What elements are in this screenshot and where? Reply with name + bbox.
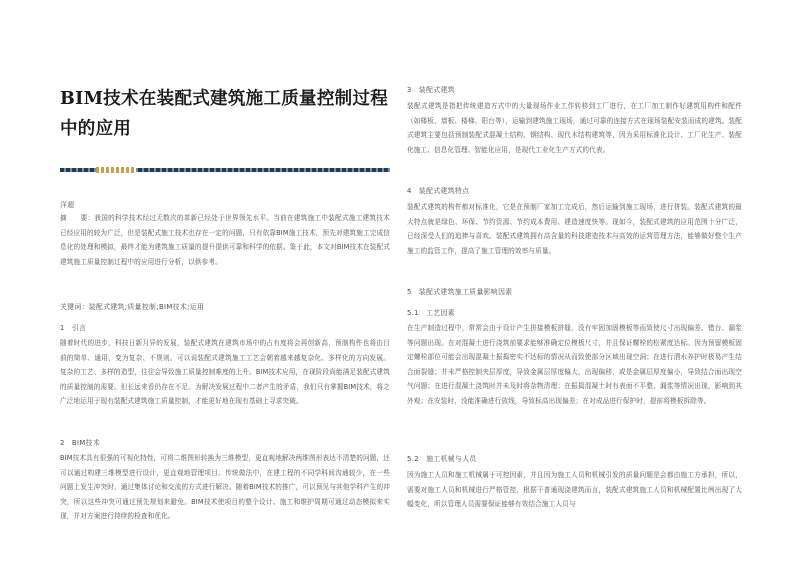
abstract bbox=[60, 211, 390, 269]
section-1-text: 随着时代的进步，科技日新月异的发展，装配式建筑在建筑市场中的占有度将会再创新高，预制构件也将由目前的简单、通用，变为复杂、不规则。可以说装配式建筑施工工艺会朝着越来越复杂化、多样化的方向发展。复杂的工艺、多样的造型，往往会导致施工质量控制难度的上升。BIM技术应用，在现阶段尚能满足装配式建筑的质量控制的需要。但长远来看仍存在不足。为解决发展过程中二者产生的矛盾，我们只有掌握BIM技术，将之广泛地运用于现有装配式建筑施工质量控制，才能更好地在现有基础上寻求突破。 bbox=[60, 339, 390, 406]
section-5-heading: 5 装配式建筑施工质量影响因素 bbox=[407, 288, 513, 296]
section-5-2-text: 因为施工人员和施工机械属于可控因素，并且因为施工人员和机械引发的质量问题是会都由施工方承担，所以，需要对施工人员和机械进行严格管控，根据干普通现浇建筑而言，装配式建筑施工人员和机械配置比例出现了大幅变化，所以管理人员需要保证能够有效结合施工人员与 bbox=[407, 471, 742, 509]
abstract-label: 摘 要： bbox=[60, 214, 95, 222]
section-1-heading: 1 引言 bbox=[60, 324, 87, 332]
section-4-heading: 4 装配式建筑特点 bbox=[407, 187, 470, 195]
section-3-heading: 3 装配式建筑 bbox=[407, 86, 455, 94]
section-5-2-heading: 5.2 施工机械与人员 bbox=[407, 455, 477, 463]
section-2-heading: 2 BIM技术 bbox=[60, 439, 101, 447]
section-5-1-heading: 5.1 工艺因素 bbox=[407, 309, 455, 317]
section-4-text: 装配式建筑的构件都对标准化，它是在预制厂家加工完成后，然后运输到施工现场，进行拼装。装配式建筑的最大特点就是绿色、环保、节约资源、节约成本费用、建造速度快等。现如今，装配式建筑的应用范围十分广泛，已经深受人们的追捧与喜欢。装配式建筑拥有高含量的科技建造技术与高效的运营管理方法，能够做好整个生产施工的监管工作，提高了施工管理的效率与质量。 bbox=[407, 203, 742, 255]
abstract-text: 我国的科学技术经过无数次的革新已经处于世界领先水平。当前在建筑施工中装配式施工建筑技术已经应用的较为广泛，但是装配式施工技术也存在一定的问题，只有依靠BIM施工技术，预先对建筑施工完成信息化的处理和模拟，最终才能为建筑施工质量的提升提供可靠和科学的依据。鉴于此，本文对BIM技术在装配式建筑施工质量控制过程中的应用进行分析，以供参考。 bbox=[60, 214, 390, 266]
title-divider-accent bbox=[96, 167, 136, 173]
paper-title: BIM技术在装配式建筑施工质量控制过程中的应用 bbox=[60, 89, 389, 139]
section-5-1-text: 在生产制造过程中，常常会由于设计产生拼接模板拼缝、没有牢固加固模板等而致使尺寸出现偏差、错台、漏浆等问题出现。在对混凝土进行浇筑前要求能够准确定位模板尺寸，并且保证螺栓的松紧度达标。因为预留模板固定螺栓部位可能会出现混凝土振捣密实不达标的情况从而致使部分区域出现空洞；在进行洒水养护时极易产生结合面裂缝；并未严格控制夹层厚度，导致金属层厚度偏大，出现偏移，或是金属层厚度偏小，导致结合面出现空气问题；在进行混凝土浇筑时并未及时将杂物清理；在振捣混凝土时有表面不平整、漏浆等情况出现，影响到其外观；在安装时，没能准确进行放线，导致标高出现偏差；在对成品进行保护时，提前将模板拆除等。 bbox=[407, 324, 742, 405]
section-2-text: BIM技术具有很强的可视化特性，可将二维图形转换为三维模型，更直观地解决两维图形表达不清楚的问题，还可以通过构建三维模型进行设计，更直观地管理项目。传统做法中，在建工程的不同学科间沟通较少，在一些问题上发生冲突时，通过集体讨论和交流的方式进行解决。随着BIM技术的推广，可以预见与其他学科产生的冲突，所以这些冲突可通过预先规划来避免。BIM技术使项目的整个设计、施工和维护周期可通过动态模拟来实现，并对方案进行持续的检查和优化。 bbox=[60, 454, 390, 521]
keywords: 关键词：装配式建筑;质量控制;BIM技术;运用 bbox=[60, 303, 205, 311]
author: 洋超 bbox=[60, 201, 75, 209]
section-3-text: 装配式建筑是指把传统建造方式中的大量现场作业工作转移到工厂进行，在工厂加工制作好建筑用构件和配件（如楼板、墙板、楼梯、阳台等），运输到建筑施工现场，通过可靠的连接方式在现场装配安装而成的建筑。装配式建筑主要包括预制装配式混凝土结构、钢结构、现代木结构建筑等，因为采用标准化设计、工厂化生产、装配化施工、信息化管理、智能化应用，是现代工业化生产方式的代表。 bbox=[407, 102, 742, 154]
